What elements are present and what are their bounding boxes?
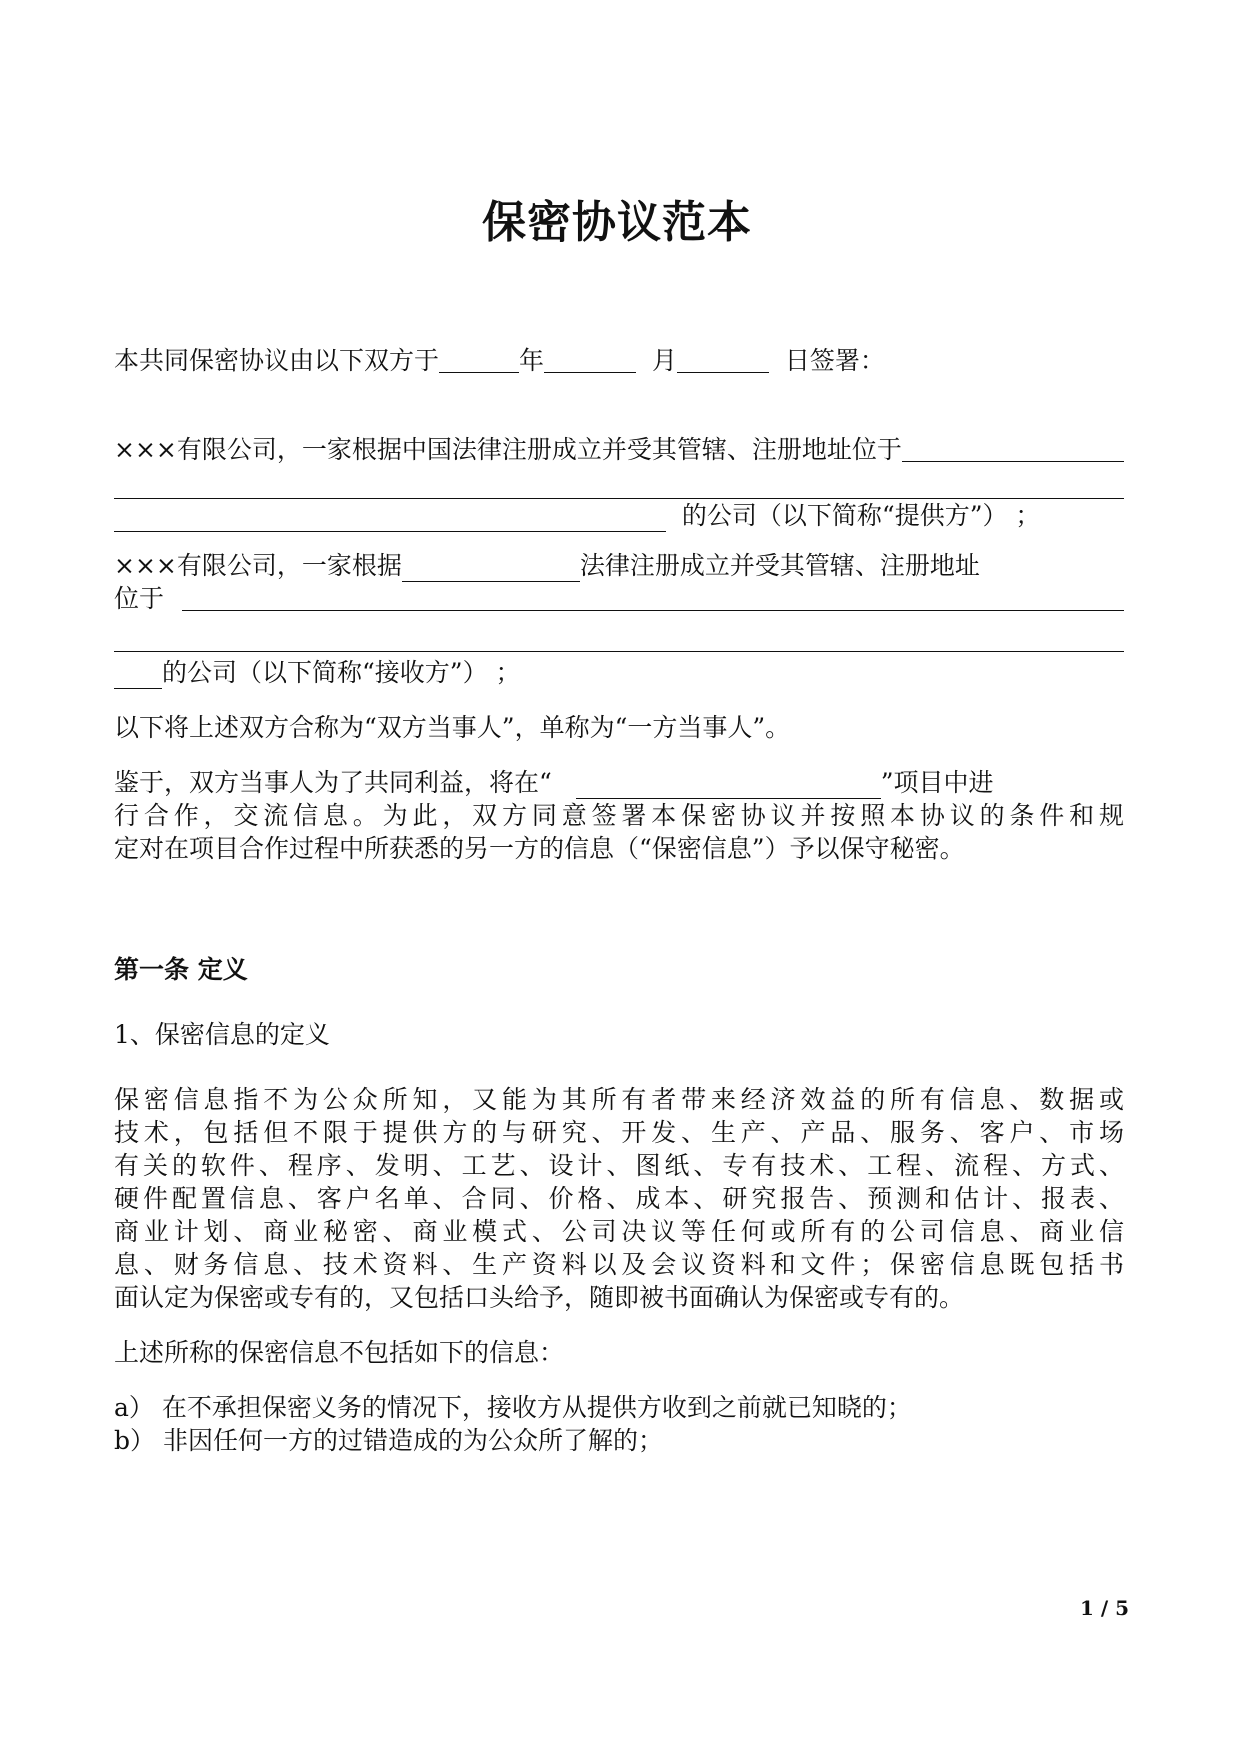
exclusion-list	[114, 1391, 1124, 1457]
exclusion-item: a） 在不承担保密义务的情况下，接收方从提供方收到之前就已知晓的；	[114, 1393, 912, 1422]
month-blank	[544, 346, 636, 373]
definition-line: 有关的软件、程序、发明、工艺、设计、图纸、专有技术、工程、流程、方式、	[114, 1151, 1124, 1180]
party-b-line-4	[114, 656, 1124, 689]
whereas-line-3: 定对在项目合作过程中所获悉的另一方的信息（“保密信息”）予以保守秘密。	[114, 834, 965, 863]
party-b-prefix: ×××有限公司，一家根据	[114, 551, 402, 580]
whereas-suffix: ”项目中进	[880, 768, 994, 797]
definition-line: 保密信息指不为公众所知，又能为其所有者带来经济效益的所有信息、数据或	[114, 1085, 1124, 1114]
party-b-suffix-1: 法律注册成立并受其管辖、注册地址	[579, 551, 980, 580]
article-1-heading: 第一条 定义	[114, 955, 248, 984]
party-a-address-blank-end	[114, 505, 666, 532]
definition-line: 面认定为保密或专有的，又包括口头给予，随即被书面确认为保密或专有的。	[114, 1283, 965, 1312]
party-a-address-blank-line	[114, 466, 1124, 499]
party-a-text: ×××有限公司，一家根据中国法律注册成立并受其管辖、注册地址位于	[114, 435, 902, 464]
party-a-suffix: 的公司（以下简称“提供方”） ；	[681, 501, 1041, 530]
article-1-subheading: 1、保密信息的定义	[114, 1020, 330, 1049]
definition-line: 硬件配置信息、客户名单、合同、价格、成本、研究报告、预测和估计、报表、	[114, 1184, 1124, 1213]
whereas-line-2: 行合作，交流信息。为此，双方同意签署本保密协议并按照本协议的条件和规	[114, 801, 1124, 830]
party-a-paragraph	[114, 433, 1124, 532]
party-b-address-blank-line	[114, 619, 1124, 652]
definition-paragraph	[114, 1083, 1124, 1314]
intro-year-label: 年	[519, 346, 545, 375]
exclusion-intro: 上述所称的保密信息不包括如下的信息：	[114, 1338, 565, 1367]
page-number: 1 / 5	[1080, 1596, 1130, 1620]
project-name-blank	[576, 772, 881, 799]
party-b-law-blank	[402, 555, 580, 582]
party-b-address-blank	[182, 584, 1124, 611]
definition-line: 商业计划、商业秘密、商业模式、公司决议等任何或所有的公司信息、商业信	[114, 1217, 1124, 1246]
whereas-line-1	[114, 766, 1124, 799]
party-a-line-1	[114, 433, 1124, 466]
party-b-line-2	[114, 582, 1124, 615]
intro-paragraph	[114, 344, 1124, 377]
party-b-address-blank-end	[114, 662, 162, 689]
whereas-prefix: 鉴于，双方当事人为了共同利益，将在“	[114, 768, 552, 797]
whereas-paragraph	[114, 766, 1124, 865]
definition-line: 息、财务信息、技术资料、生产资料以及会议资料和文件；保密信息既包括书	[114, 1250, 1124, 1279]
definition-line: 技术，包括但不限于提供方的与研究、开发、生产、产品、服务、客户、市场	[114, 1118, 1124, 1147]
intro-day-label: 日签署：	[784, 346, 885, 375]
party-b-line-1	[114, 549, 1124, 582]
intro-prefix: 本共同保密协议由以下双方于	[114, 346, 440, 375]
exclusion-item: b） 非因任何一方的过错造成的为公众所了解的；	[114, 1426, 663, 1455]
collective-paragraph: 以下将上述双方合称为“双方当事人”，单称为“一方当事人”。	[114, 713, 791, 742]
intro-month-label: 月	[651, 346, 677, 375]
party-b-paragraph	[114, 549, 1124, 689]
party-b-located: 位于	[114, 584, 165, 613]
party-b-suffix-2: 的公司（以下简称“接收方”） ；	[162, 658, 521, 687]
party-a-line-3	[114, 499, 1124, 532]
year-blank	[439, 346, 519, 373]
document-body	[114, 344, 1124, 1457]
day-blank	[677, 346, 769, 373]
document-title: 保密协议范本	[482, 197, 752, 248]
party-a-address-blank	[902, 435, 1124, 462]
